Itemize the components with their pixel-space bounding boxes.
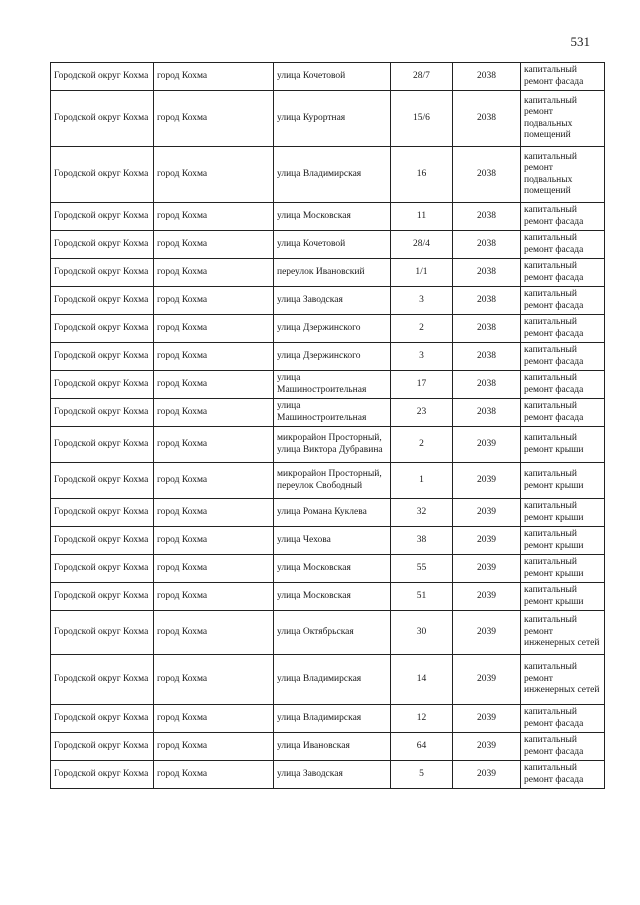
page-number: 531 <box>570 34 590 49</box>
year-cell: 2039 <box>453 611 521 655</box>
street-cell: улица Московская <box>274 555 391 583</box>
year-cell: 2038 <box>453 203 521 231</box>
table-row <box>51 527 605 555</box>
work-type-cell: капитальный ремонт инженерных сетей <box>521 611 605 655</box>
house-number-cell: 15/6 <box>391 91 453 147</box>
work-type-cell: капитальный ремонт фасада <box>521 231 605 259</box>
table-body <box>51 63 605 789</box>
table-row <box>51 399 605 427</box>
house-number-cell: 32 <box>391 499 453 527</box>
year-cell: 2038 <box>453 63 521 91</box>
year-cell: 2039 <box>453 761 521 789</box>
house-number-cell: 3 <box>391 343 453 371</box>
house-number-cell: 51 <box>391 583 453 611</box>
okrug-cell: Городской округ Кохма <box>51 147 154 203</box>
city-cell: город Кохма <box>154 259 274 287</box>
street-cell: улица Заводская <box>274 761 391 789</box>
table-row <box>51 147 605 203</box>
street-cell: улица Кочетовой <box>274 63 391 91</box>
work-type-cell: капитальный ремонт крыши <box>521 555 605 583</box>
year-cell: 2039 <box>453 463 521 499</box>
year-cell: 2038 <box>453 231 521 259</box>
street-cell: улица Романа Куклева <box>274 499 391 527</box>
work-type-cell: капитальный ремонт крыши <box>521 583 605 611</box>
city-cell: город Кохма <box>154 371 274 399</box>
table-row <box>51 655 605 705</box>
city-cell: город Кохма <box>154 611 274 655</box>
house-number-cell: 23 <box>391 399 453 427</box>
street-cell: улица Курортная <box>274 91 391 147</box>
work-type-cell: капитальный ремонт фасада <box>521 63 605 91</box>
table-row <box>51 705 605 733</box>
street-cell: улица Владимирская <box>274 705 391 733</box>
street-cell: улица Машиностроительная <box>274 399 391 427</box>
house-number-cell: 17 <box>391 371 453 399</box>
year-cell: 2038 <box>453 343 521 371</box>
year-cell: 2039 <box>453 583 521 611</box>
table-row <box>51 463 605 499</box>
house-number-cell: 11 <box>391 203 453 231</box>
street-cell: улица Заводская <box>274 287 391 315</box>
year-cell: 2038 <box>453 91 521 147</box>
work-type-cell: капитальный ремонт фасада <box>521 399 605 427</box>
city-cell: город Кохма <box>154 499 274 527</box>
street-cell: улица Чехова <box>274 527 391 555</box>
city-cell: город Кохма <box>154 287 274 315</box>
okrug-cell: Городской округ Кохма <box>51 611 154 655</box>
table-row <box>51 259 605 287</box>
work-type-cell: капитальный ремонт фасада <box>521 259 605 287</box>
street-cell: улица Московская <box>274 203 391 231</box>
table-row <box>51 91 605 147</box>
year-cell: 2039 <box>453 499 521 527</box>
work-type-cell: капитальный ремонт подвальных помещений <box>521 91 605 147</box>
okrug-cell: Городской округ Кохма <box>51 705 154 733</box>
table-row <box>51 203 605 231</box>
okrug-cell: Городской округ Кохма <box>51 287 154 315</box>
work-type-cell: капитальный ремонт крыши <box>521 427 605 463</box>
okrug-cell: Городской округ Кохма <box>51 399 154 427</box>
okrug-cell: Городской округ Кохма <box>51 91 154 147</box>
year-cell: 2038 <box>453 147 521 203</box>
work-type-cell: капитальный ремонт крыши <box>521 527 605 555</box>
okrug-cell: Городской округ Кохма <box>51 371 154 399</box>
table-row <box>51 63 605 91</box>
work-type-cell: капитальный ремонт инженерных сетей <box>521 655 605 705</box>
table-row <box>51 761 605 789</box>
year-cell: 2038 <box>453 259 521 287</box>
house-number-cell: 28/7 <box>391 63 453 91</box>
house-number-cell: 1 <box>391 463 453 499</box>
okrug-cell: Городской округ Кохма <box>51 499 154 527</box>
street-cell: улица Московская <box>274 583 391 611</box>
work-type-cell: капитальный ремонт фасада <box>521 761 605 789</box>
city-cell: город Кохма <box>154 427 274 463</box>
okrug-cell: Городской округ Кохма <box>51 427 154 463</box>
city-cell: город Кохма <box>154 527 274 555</box>
street-cell: улица Ивановская <box>274 733 391 761</box>
street-cell: улица Владимирская <box>274 655 391 705</box>
city-cell: город Кохма <box>154 583 274 611</box>
work-type-cell: капитальный ремонт фасада <box>521 371 605 399</box>
city-cell: город Кохма <box>154 655 274 705</box>
house-number-cell: 38 <box>391 527 453 555</box>
table-row <box>51 427 605 463</box>
table-row <box>51 231 605 259</box>
house-number-cell: 1/1 <box>391 259 453 287</box>
city-cell: город Кохма <box>154 733 274 761</box>
house-number-cell: 30 <box>391 611 453 655</box>
table-row <box>51 287 605 315</box>
house-number-cell: 28/4 <box>391 231 453 259</box>
house-number-cell: 16 <box>391 147 453 203</box>
house-number-cell: 64 <box>391 733 453 761</box>
table-row <box>51 555 605 583</box>
house-number-cell: 3 <box>391 287 453 315</box>
work-type-cell: капитальный ремонт фасада <box>521 343 605 371</box>
city-cell: город Кохма <box>154 203 274 231</box>
year-cell: 2038 <box>453 371 521 399</box>
table-row <box>51 371 605 399</box>
okrug-cell: Городской округ Кохма <box>51 761 154 789</box>
house-number-cell: 5 <box>391 761 453 789</box>
okrug-cell: Городской округ Кохма <box>51 231 154 259</box>
house-number-cell: 2 <box>391 315 453 343</box>
house-number-cell: 14 <box>391 655 453 705</box>
table-row <box>51 499 605 527</box>
street-cell: переулок Ивановский <box>274 259 391 287</box>
okrug-cell: Городской округ Кохма <box>51 655 154 705</box>
work-type-cell: капитальный ремонт крыши <box>521 463 605 499</box>
street-cell: улица Дзержинского <box>274 315 391 343</box>
street-cell: микрорайон Просторный, переулок Свободный <box>274 463 391 499</box>
okrug-cell: Городской округ Кохма <box>51 259 154 287</box>
okrug-cell: Городской округ Кохма <box>51 555 154 583</box>
work-type-cell: капитальный ремонт фасада <box>521 315 605 343</box>
okrug-cell: Городской округ Кохма <box>51 463 154 499</box>
work-type-cell: капитальный ремонт фасада <box>521 287 605 315</box>
city-cell: город Кохма <box>154 231 274 259</box>
street-cell: микрорайон Просторный, улица Виктора Дубравина <box>274 427 391 463</box>
year-cell: 2039 <box>453 655 521 705</box>
house-number-cell: 2 <box>391 427 453 463</box>
city-cell: город Кохма <box>154 463 274 499</box>
year-cell: 2039 <box>453 527 521 555</box>
okrug-cell: Городской округ Кохма <box>51 203 154 231</box>
house-number-cell: 55 <box>391 555 453 583</box>
street-cell: улица Машиностроительная <box>274 371 391 399</box>
year-cell: 2039 <box>453 427 521 463</box>
table-row <box>51 315 605 343</box>
okrug-cell: Городской округ Кохма <box>51 343 154 371</box>
street-cell: улица Кочетовой <box>274 231 391 259</box>
city-cell: город Кохма <box>154 63 274 91</box>
table-row <box>51 583 605 611</box>
year-cell: 2038 <box>453 315 521 343</box>
city-cell: город Кохма <box>154 555 274 583</box>
okrug-cell: Городской округ Кохма <box>51 315 154 343</box>
street-cell: улица Октябрьская <box>274 611 391 655</box>
city-cell: город Кохма <box>154 147 274 203</box>
street-cell: улица Дзержинского <box>274 343 391 371</box>
work-type-cell: капитальный ремонт фасада <box>521 705 605 733</box>
city-cell: город Кохма <box>154 399 274 427</box>
year-cell: 2039 <box>453 705 521 733</box>
table-row <box>51 611 605 655</box>
okrug-cell: Городской округ Кохма <box>51 63 154 91</box>
okrug-cell: Городской округ Кохма <box>51 527 154 555</box>
city-cell: город Кохма <box>154 91 274 147</box>
work-type-cell: капитальный ремонт фасада <box>521 733 605 761</box>
work-type-cell: капитальный ремонт подвальных помещений <box>521 147 605 203</box>
okrug-cell: Городской округ Кохма <box>51 583 154 611</box>
year-cell: 2038 <box>453 287 521 315</box>
house-number-cell: 12 <box>391 705 453 733</box>
okrug-cell: Городской округ Кохма <box>51 733 154 761</box>
city-cell: город Кохма <box>154 761 274 789</box>
year-cell: 2039 <box>453 733 521 761</box>
work-type-cell: капитальный ремонт крыши <box>521 499 605 527</box>
work-type-cell: капитальный ремонт фасада <box>521 203 605 231</box>
table-row <box>51 343 605 371</box>
city-cell: город Кохма <box>154 343 274 371</box>
year-cell: 2039 <box>453 555 521 583</box>
street-cell: улица Владимирская <box>274 147 391 203</box>
city-cell: город Кохма <box>154 315 274 343</box>
registry-table <box>50 62 605 789</box>
city-cell: город Кохма <box>154 705 274 733</box>
table-row <box>51 733 605 761</box>
year-cell: 2038 <box>453 399 521 427</box>
